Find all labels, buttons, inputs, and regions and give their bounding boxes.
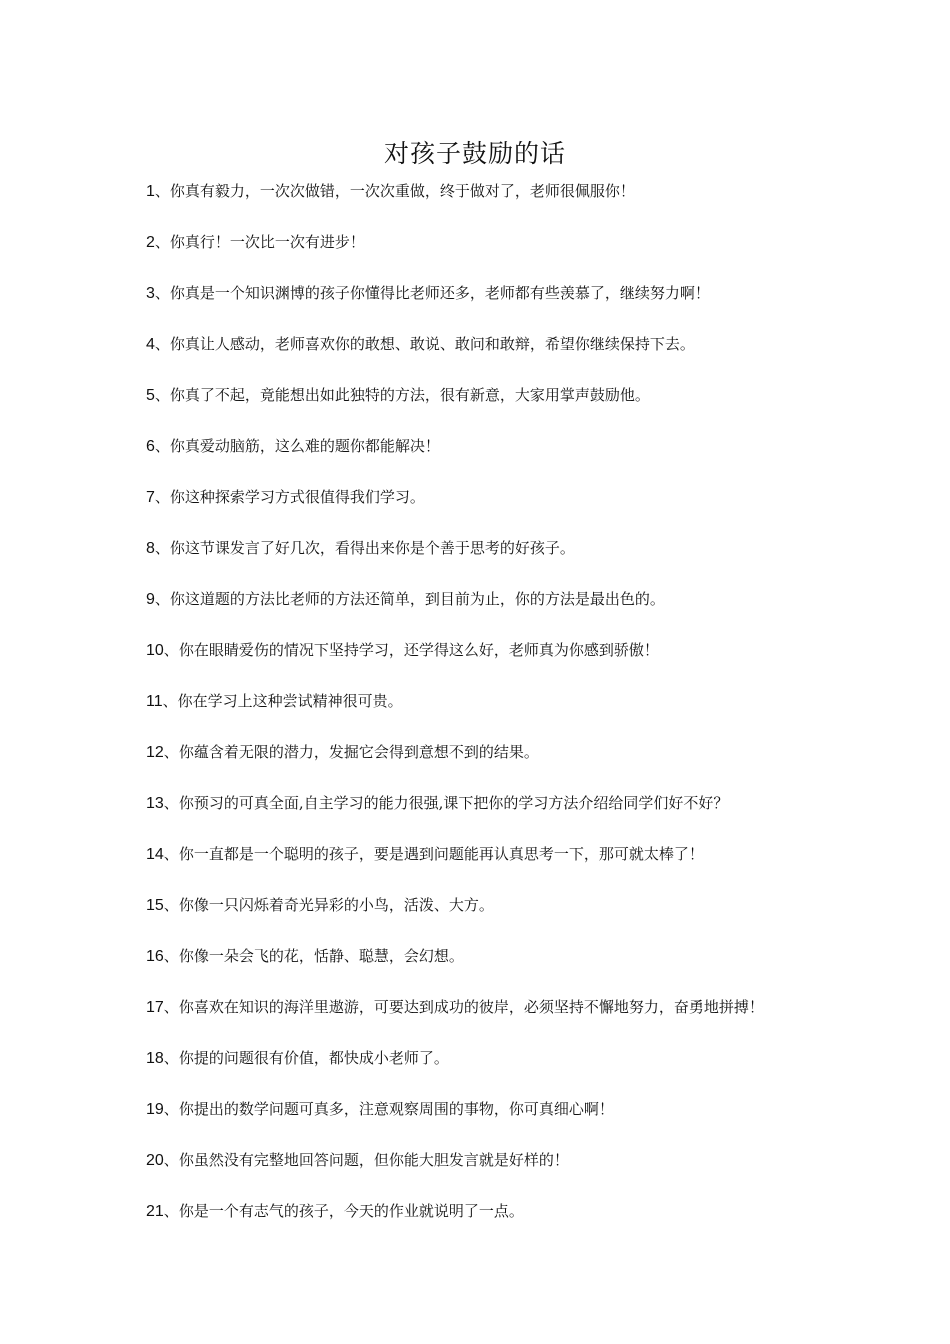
- item-text: 你提的问题很有价值，都快成小老师了。: [178, 1049, 449, 1067]
- encouragement-list: [146, 178, 816, 1249]
- item-text: 你预习的可真全面,自主学习的能力很强,课下把你的学习方法介绍给同学们好不好？: [178, 794, 729, 812]
- item-text: 你真让人感动，老师喜欢你的敢想、敢说、敢问和敢辩，希望你继续保持下去。: [169, 335, 695, 353]
- list-item: [146, 1147, 816, 1174]
- item-text: 你是一个有志气的孩子，今天的作业就说明了一点。: [178, 1202, 524, 1220]
- list-item: [146, 1045, 816, 1072]
- item-text: 你蕴含着无限的潜力，发掘它会得到意想不到的结果。: [178, 743, 539, 761]
- item-separator: 、: [163, 641, 179, 659]
- item-number: 16: [146, 948, 164, 965]
- item-separator: 、: [163, 1151, 179, 1169]
- item-number: 9: [146, 591, 155, 608]
- list-item: [146, 1096, 816, 1123]
- list-item: [146, 943, 816, 970]
- item-separator: 、: [163, 794, 179, 812]
- item-text: 你在眼睛爱伤的情况下坚持学习，还学得这么好，老师真为你感到骄傲！: [178, 641, 659, 659]
- item-number: 18: [146, 1050, 164, 1067]
- item-text: 你喜欢在知识的海洋里遨游，可要达到成功的彼岸，必须坚持不懈地努力，奋勇地拼搏！: [178, 998, 764, 1016]
- item-text: 你这节课发言了好几次，看得出来你是个善于思考的好孩子。: [169, 539, 575, 557]
- item-separator: 、: [154, 539, 170, 557]
- item-separator: 、: [163, 998, 179, 1016]
- list-item: [146, 586, 816, 613]
- item-text: 你真有毅力，一次次做错，一次次重做，终于做对了，老师很佩服你！: [169, 182, 635, 200]
- item-separator: 、: [162, 692, 178, 710]
- item-text: 你像一朵会飞的花，恬静、聪慧，会幻想。: [178, 947, 464, 965]
- item-separator: 、: [163, 896, 179, 914]
- list-item: [146, 688, 816, 715]
- item-number: 5: [146, 387, 155, 404]
- item-number: 12: [146, 744, 164, 761]
- item-separator: 、: [163, 845, 179, 863]
- item-separator: 、: [163, 743, 179, 761]
- item-number: 13: [146, 795, 164, 812]
- item-number: 20: [146, 1152, 164, 1169]
- item-separator: 、: [154, 590, 170, 608]
- item-separator: 、: [154, 182, 170, 200]
- list-item: [146, 790, 816, 817]
- list-item: [146, 484, 816, 511]
- list-item: [146, 892, 816, 919]
- list-item: [146, 382, 816, 409]
- item-number: 21: [146, 1203, 164, 1220]
- item-number: 8: [146, 540, 155, 557]
- item-text: 你像一只闪烁着奇光异彩的小鸟，活泼、大方。: [178, 896, 494, 914]
- item-separator: 、: [154, 335, 170, 353]
- item-text: 你真行！一次比一次有进步！: [169, 233, 365, 251]
- list-item: [146, 1198, 816, 1225]
- item-number: 3: [146, 285, 155, 302]
- list-item: [146, 739, 816, 766]
- item-number: 15: [146, 897, 164, 914]
- list-item: [146, 994, 816, 1021]
- list-item: [146, 280, 816, 307]
- item-number: 11: [146, 693, 163, 710]
- item-separator: 、: [163, 1100, 179, 1118]
- item-text: 你在学习上这种尝试精神很可贵。: [177, 692, 403, 710]
- list-item: [146, 841, 816, 868]
- item-text: 你这种探索学习方式很值得我们学习。: [169, 488, 425, 506]
- item-separator: 、: [163, 1049, 179, 1067]
- item-text: 你虽然没有完整地回答问题，但你能大胆发言就是好样的！: [178, 1151, 569, 1169]
- item-text: 你一直都是一个聪明的孩子，要是遇到问题能再认真思考一下，那可就太棒了！: [178, 845, 704, 863]
- item-separator: 、: [163, 947, 179, 965]
- list-item: [146, 433, 816, 460]
- document-title: 对孩子鼓励的话: [383, 139, 566, 168]
- item-text: 你这道题的方法比老师的方法还简单，到目前为止，你的方法是最出色的。: [169, 590, 665, 608]
- item-text: 你真爱动脑筋，这么难的题你都能解决！: [169, 437, 440, 455]
- item-text: 你真是一个知识渊博的孩子你懂得比老师还多，老师都有些羡慕了，继续努力啊！: [169, 284, 710, 302]
- list-item: [146, 229, 816, 256]
- item-number: 10: [146, 642, 164, 659]
- item-text: 你提出的数学问题可真多，注意观察周围的事物，你可真细心啊！: [178, 1100, 614, 1118]
- item-number: 19: [146, 1101, 164, 1118]
- item-separator: 、: [154, 386, 170, 404]
- item-number: 1: [146, 183, 155, 200]
- list-item: [146, 178, 816, 205]
- item-number: 4: [146, 336, 155, 353]
- list-item: [146, 535, 816, 562]
- list-item: [146, 331, 816, 358]
- list-item: [146, 637, 816, 664]
- item-text: 你真了不起，竟能想出如此独特的方法，很有新意，大家用掌声鼓励他。: [169, 386, 650, 404]
- item-number: 2: [146, 234, 155, 251]
- item-number: 14: [146, 846, 164, 863]
- item-separator: 、: [154, 284, 170, 302]
- item-number: 17: [146, 999, 164, 1016]
- item-separator: 、: [154, 488, 170, 506]
- item-separator: 、: [163, 1202, 179, 1220]
- item-number: 6: [146, 438, 155, 455]
- item-separator: 、: [154, 437, 170, 455]
- item-number: 7: [146, 489, 155, 506]
- item-separator: 、: [154, 233, 170, 251]
